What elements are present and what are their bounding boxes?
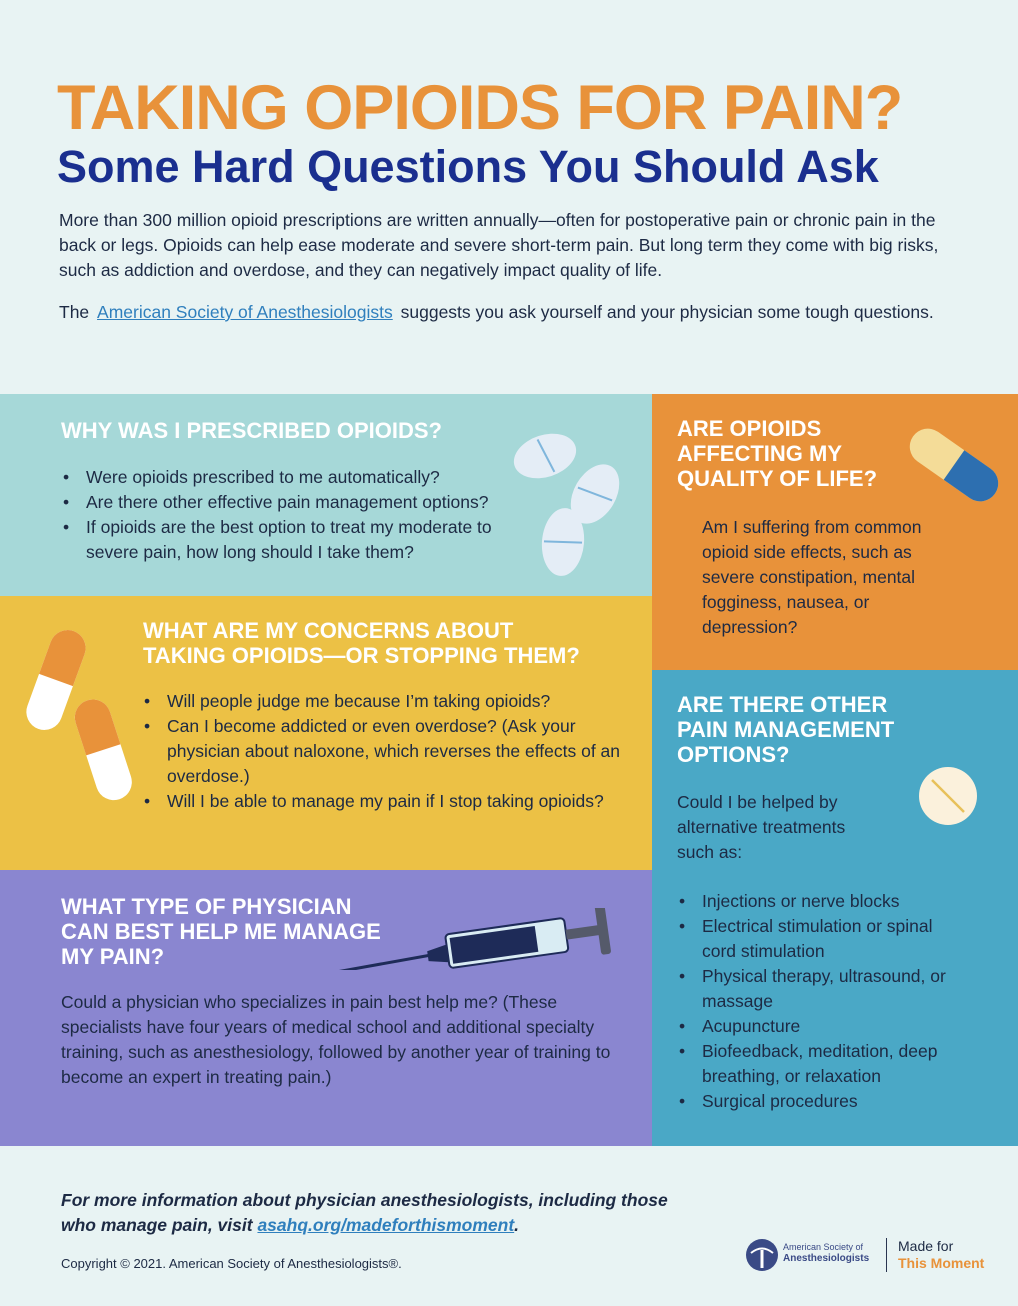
- intro-prefix: The: [59, 302, 90, 322]
- asa-logo-text: [783, 1242, 869, 1264]
- list-item: • If opioids are the best option to treat my moderate to severe pain, how long should I take them?: [61, 515, 541, 565]
- physician-heading-line-3: MY PAIN?: [61, 944, 165, 969]
- list-item: • Can I become addicted or even overdose? (Ask your physician about naloxone, which reverses the effects of an overdose.): [142, 714, 642, 789]
- physician-heading-line-1: WHAT TYPE OF PHYSICIAN: [61, 894, 352, 919]
- physician-heading-line-2: CAN BEST HELP ME MANAGE: [61, 919, 381, 944]
- quality-heading: [677, 416, 877, 491]
- pill-tablets-icon: [505, 424, 645, 584]
- footer-note-prefix: For more information about physician anesthesiologists, including those who manage pain, visit: [61, 1190, 668, 1235]
- concerns-heading: [143, 618, 580, 668]
- syringe-icon: [328, 908, 628, 970]
- concerns-panel: [0, 596, 652, 870]
- intro-paragraph-2: [59, 300, 939, 325]
- why-heading: WHY WAS I PRESCRIBED OPIOIDS?: [61, 418, 442, 443]
- concerns-heading-line-2: TAKING OPIOIDS—OR STOPPING THEM?: [143, 643, 580, 668]
- why-list: [61, 465, 541, 565]
- asahq-link[interactable]: asahq.org/madeforthismoment: [257, 1215, 515, 1235]
- copyright: Copyright © 2021. American Society of Anesthesiologists®.: [61, 1256, 402, 1271]
- this-moment-text: This Moment: [898, 1255, 985, 1271]
- page-subtitle: Some Hard Questions You Should Ask: [57, 141, 879, 192]
- intro-paragraph: More than 300 million opioid prescriptions are written annually—often for postoperative pain or chronic pain in the back or legs. Opioids can help ease moderate and severe short-term pain. But long term they come with big risks, such as addiction and overdose, and they can negatively impact quality of life.: [59, 210, 939, 280]
- list-item: • Surgical procedures: [677, 1089, 967, 1114]
- list-item: • Physical therapy, ultrasound, or massage: [677, 964, 967, 1014]
- list-item: • Injections or nerve blocks: [677, 889, 967, 914]
- logo-divider: [886, 1238, 887, 1272]
- options-heading: [677, 692, 894, 767]
- quality-heading-line-2: AFFECTING MY: [677, 441, 842, 466]
- options-list: [677, 889, 967, 1114]
- list-item: • Acupuncture: [677, 1014, 967, 1039]
- list-item: • Biofeedback, meditation, deep breathing, or relaxation: [677, 1039, 967, 1089]
- options-heading-line-3: OPTIONS?: [677, 742, 790, 767]
- options-heading-line-1: ARE THERE OTHER: [677, 692, 888, 717]
- physician-panel: [0, 870, 652, 1146]
- page-title: TAKING OPIOIDS FOR PAIN?: [57, 73, 903, 143]
- quality-heading-line-3: QUALITY OF LIFE?: [677, 466, 878, 491]
- asa-logo-icon: [745, 1238, 779, 1272]
- list-item: • Will people judge me because I’m taking opioids?: [142, 689, 642, 714]
- round-tablet-icon: [918, 766, 978, 826]
- list-item: • Will I be able to manage my pain if I stop taking opioids?: [142, 789, 642, 814]
- made-for-this-moment: [898, 1238, 984, 1272]
- options-panel: [652, 670, 1018, 1146]
- list-item: • Are there other effective pain management options?: [61, 490, 541, 515]
- capsule-icon: [18, 622, 138, 802]
- list-item: • Were opioids prescribed to me automatically?: [61, 465, 541, 490]
- quality-panel: [652, 394, 1018, 670]
- quality-heading-line-1: ARE OPIOIDS: [677, 416, 822, 441]
- logo-line-2: Anesthesiologists: [783, 1253, 870, 1264]
- made-for-text: Made for: [898, 1238, 954, 1254]
- logo-line-1: American Society of: [783, 1242, 864, 1252]
- footer-note-suffix: .: [514, 1215, 520, 1235]
- concerns-heading-line-1: WHAT ARE MY CONCERNS ABOUT: [143, 618, 514, 643]
- footer-logo: [745, 1236, 1005, 1276]
- footer-note: [61, 1188, 681, 1238]
- options-heading-line-2: PAIN MANAGEMENT: [677, 717, 895, 742]
- list-item: • Electrical stimulation or spinal cord stimulation: [677, 914, 967, 964]
- asa-link[interactable]: American Society of Anesthesiologists: [97, 302, 393, 322]
- concerns-list: [142, 689, 642, 814]
- quality-body: Am I suffering from common opioid side effects, such as severe constipation, mental fogginess, nausea, or depression?: [702, 517, 922, 637]
- physician-body: Could a physician who specializes in pain best help me? (These specialists have four years of medical school and additional specialty training, such as anesthesiology, followed by another year of training to become an expert in treating pain.): [61, 992, 611, 1087]
- options-body: Could I be helped by alternative treatments such as:: [677, 792, 846, 862]
- capsule-icon: [902, 422, 1006, 508]
- why-prescribed-panel: [0, 394, 652, 596]
- intro-suffix: suggests you ask yourself and your physician some tough questions.: [400, 302, 934, 322]
